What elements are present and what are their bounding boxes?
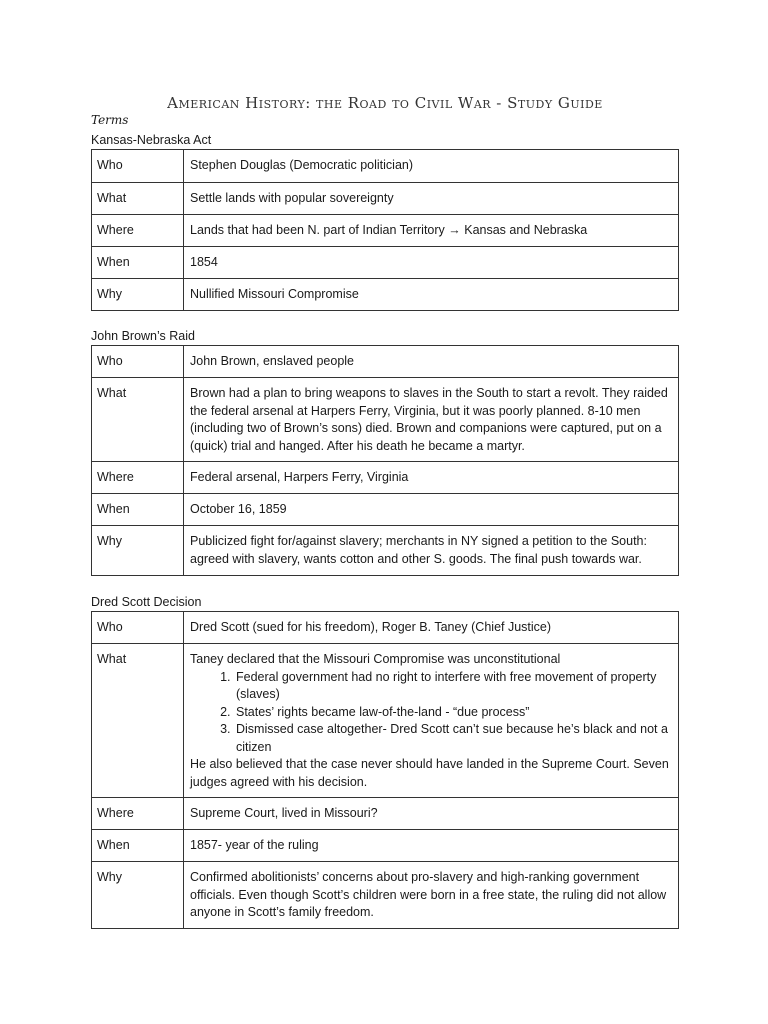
row-label: What (92, 644, 184, 798)
row-label: When (92, 494, 184, 526)
row-value: October 16, 1859 (184, 494, 679, 526)
row-label: Why (92, 279, 184, 311)
row-value: Nullified Missouri Compromise (184, 279, 679, 311)
john-brown-table (91, 345, 679, 576)
row-value: 1857- year of the ruling (184, 830, 679, 862)
table-row (92, 247, 679, 279)
table-row (92, 644, 679, 798)
row-label: Why (92, 862, 184, 929)
row-value: Confirmed abolitionists’ concerns about pro-slavery and high-ranking government officials. Even though Scott’s children were born in a free state, the ruling did not allow anyone in Scott’s family freedom. (184, 862, 679, 929)
document-title: American History: the Road to Civil War - Study Guide (167, 94, 603, 112)
table-row (92, 462, 679, 494)
section-title-dred-scott: Dred Scott Decision (91, 595, 202, 609)
row-value: Publicized fight for/against slavery; merchants in NY signed a petition to the South: agreed with slavery, wants cotton and other S. goods. The final push towards war. (184, 526, 679, 576)
row-label: Who (92, 150, 184, 183)
row-value: John Brown, enslaved people (184, 346, 679, 378)
row-value: Stephen Douglas (Democratic politician) (184, 150, 679, 183)
table-row (92, 183, 679, 215)
row-label: What (92, 378, 184, 462)
table-row (92, 346, 679, 378)
table-row (92, 494, 679, 526)
section-title-kansas-nebraska: Kansas-Nebraska Act (91, 133, 212, 147)
row-value: 1854 (184, 247, 679, 279)
what-outro: He also believed that the case never should have landed in the Supreme Court. Seven judges agreed with his decision. (190, 757, 669, 789)
table-row (92, 862, 679, 929)
row-value: Settle lands with popular sovereignty (184, 183, 679, 215)
dred-scott-table (91, 611, 679, 929)
table-row (92, 279, 679, 311)
row-value: Supreme Court, lived in Missouri? (184, 798, 679, 830)
table-row (92, 378, 679, 462)
list-item: 2. States’ rights became law-of-the-land - “due process” (234, 704, 672, 722)
list-item: 3. Dismissed case altogether- Dred Scott can’t sue because he’s black and not a citizen (234, 721, 672, 756)
row-value: Dred Scott (sued for his freedom), Roger B. Taney (Chief Justice) (184, 612, 679, 644)
row-label: Who (92, 612, 184, 644)
row-label: When (92, 830, 184, 862)
table-row (92, 830, 679, 862)
row-value: Federal arsenal, Harpers Ferry, Virginia (184, 462, 679, 494)
what-intro: Taney declared that the Missouri Compromise was unconstitutional (190, 652, 561, 666)
row-value: Lands that had been N. part of Indian Territory → Kansas and Nebraska (184, 215, 679, 247)
table-row (92, 215, 679, 247)
section-title-john-brown: John Brown’s Raid (91, 329, 195, 343)
terms-heading: Terms (91, 113, 129, 127)
list-item: 1. Federal government had no right to interfere with free movement of property (slaves) (234, 669, 672, 704)
row-value: Brown had a plan to bring weapons to slaves in the South to start a revolt. They raided the federal arsenal at Harpers Ferry, Virginia, but it was poorly planned. 8-10 men (including two of Brown’s sons) died. Brown and companions were captured, put on a (quick) trial and hanged. After his death he became a martyr. (184, 378, 679, 462)
row-label: Why (92, 526, 184, 576)
table-row (92, 612, 679, 644)
row-label: Where (92, 462, 184, 494)
row-label: What (92, 183, 184, 215)
row-label: Who (92, 346, 184, 378)
ruling-points-list (190, 669, 672, 757)
table-row (92, 798, 679, 830)
row-value (184, 644, 679, 798)
row-label: Where (92, 798, 184, 830)
row-label: When (92, 247, 184, 279)
row-label: Where (92, 215, 184, 247)
kansas-nebraska-table (91, 149, 679, 311)
table-row (92, 150, 679, 183)
table-row (92, 526, 679, 576)
